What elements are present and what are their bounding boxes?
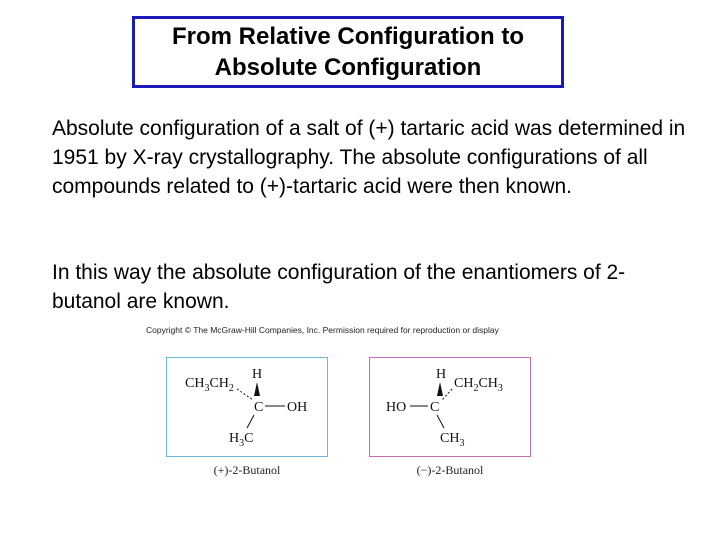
slide-title-line1: From Relative Configuration to — [171, 23, 524, 50]
slide-title-box — [132, 16, 564, 88]
right-group-ho: HO — [386, 400, 407, 415]
left-hashed-bond-ethyl — [237, 389, 253, 400]
left-atom-c: C — [254, 400, 264, 415]
slide-title-line2: Absolute Configuration — [214, 54, 482, 81]
right-molecule-structure — [370, 358, 532, 458]
paragraph-2-butanol: In this way the absolute configuration of the enantiomers of 2-butanol are known. — [52, 261, 626, 313]
left-group-methyl: $H_3C$ — [229, 431, 254, 449]
left-group-oh: OH — [287, 400, 308, 415]
left-group-ethyl: $CH_3CH_2$ — [185, 376, 234, 394]
right-group-ethyl: $CH_2CH_3$ — [454, 376, 503, 394]
left-molecule-caption: (+)-2-Butanol — [213, 463, 281, 477]
left-wedge-bond-h — [254, 382, 260, 396]
right-molecule-box — [369, 357, 531, 457]
left-atom-h: H — [252, 367, 263, 382]
copyright-notice: Copyright © The McGraw-Hill Companies, Inc. Permission required for reproduction or display — [146, 325, 499, 335]
right-bond-methyl — [437, 415, 444, 428]
right-group-methyl: $CH_3$ — [440, 431, 465, 449]
paragraph-tartaric-acid: Absolute configuration of a salt of (+) tartaric acid was determined in 1951 by X-ray crystallography. The absolute configurations of all compounds related to (+)-tartaric acid were then known. — [52, 117, 686, 198]
right-atom-h: H — [436, 367, 447, 382]
right-hashed-bond-ethyl — [442, 389, 452, 400]
left-molecule-box — [166, 357, 328, 457]
left-molecule-structure — [167, 358, 329, 458]
right-atom-c: C — [430, 400, 440, 415]
left-bond-methyl — [247, 415, 254, 428]
right-wedge-bond-h — [437, 382, 443, 396]
right-molecule-caption: (−)-2-Butanol — [416, 463, 484, 477]
